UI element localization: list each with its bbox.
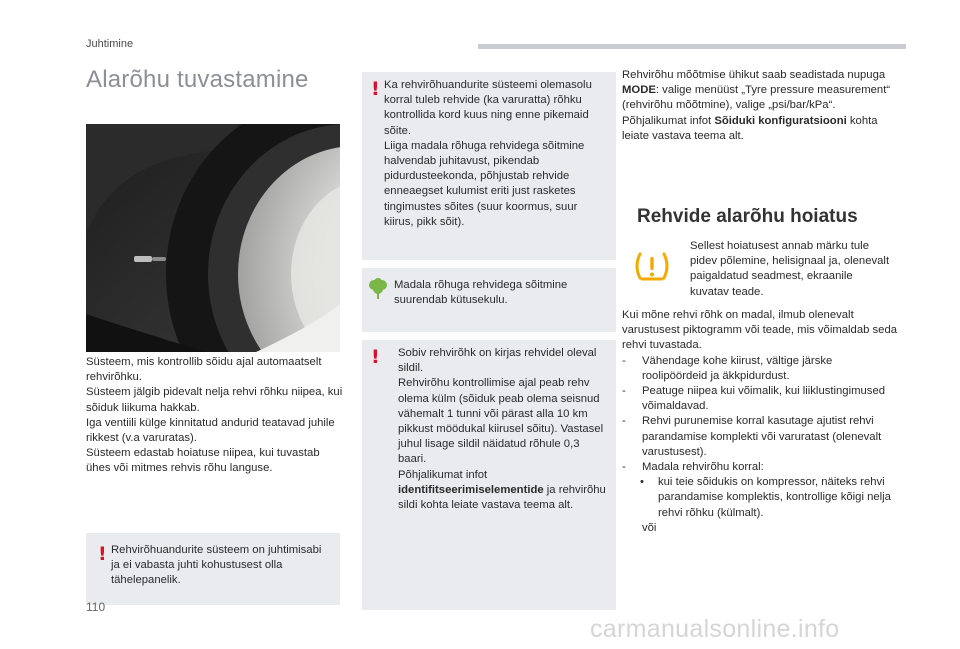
section-heading: Rehvide alarõhu hoiatus: [637, 206, 858, 227]
intro-paragraph: Süsteem edastab hoiatuse niipea, kui tuvastab ühes või mitmes rehvis rõhu languse.: [86, 447, 320, 475]
tyre-check-warning-box: [362, 72, 616, 260]
list-item: - Peatuge niipea kui võimalik, kui liiklustingimused võimaldavad.: [622, 385, 886, 413]
header-bar: [478, 44, 906, 49]
leaf-icon: [369, 278, 387, 300]
list-item: - Vähendage kohe kiirust, vältige järske roolipöördeid ja äkkpidurdust.: [622, 354, 833, 382]
tyre-pressure-label-warning-box: [362, 340, 616, 610]
cross-reference: Sõiduki konfiguratsiooni: [714, 114, 847, 127]
unit-setting-text: Rehvirõhu mõõtmise ühikut saab seadistada nupuga MODE: valige menüüst „Tyre pressure measurement“ (rehvirõhu mõõtmine), valige „psi/bar/kPa“. Põhjalikumat infot Sõiduki konfiguratsiooni kohta leiate vastava teema alt.: [622, 69, 891, 142]
alert-description: Sellest hoiatusest annab märku tule pidev põlemine, helisignaal ja, olenevalt paigaldatud seadmest, ekraanile kuvatav teade.: [690, 240, 890, 298]
warning-text: Sobiv rehvirõhk on kirjas rehvidel oleval sildil.: [398, 347, 597, 375]
cross-reference: identifitseerimiselementide: [398, 483, 544, 496]
exclamation-icon: !: [371, 346, 380, 368]
fuel-consumption-note-box: [362, 268, 616, 332]
paragraph: Kui mõne rehvi rõhk on madal, ilmub olenevalt varustusest piktogramm või teade, mis võimaldab seda rehvi tuvastada.: [622, 309, 898, 352]
watermark: carmanualsonline.info: [590, 615, 840, 643]
note-text: Madala rõhuga rehvidega sõitmine suurendab kütusekulu.: [394, 279, 568, 307]
intro-paragraph: Iga ventiili külge kinnitatud andurid teatavad juhile rikkest (v.a varuratas).: [86, 416, 335, 445]
page-title: Alarõhu tuvastamine: [86, 66, 309, 93]
list-item: - Madala rehvirõhu korral:: [622, 461, 764, 474]
page-number: 110: [86, 600, 106, 614]
list-item: - Rehvi purunemise korral kasutage ajutist rehvi parandamise komplekti või varuratast (olenevalt varustusest).: [622, 415, 882, 458]
mode-button-label: MODE: [622, 84, 656, 97]
tyre-pressure-warning-icon: [632, 246, 672, 286]
intro-paragraph: Süsteem, mis kontrollib sõidu ajal automaatselt rehvirõhku.: [86, 356, 322, 384]
list-item: • kui teie sõidukis on kompressor, näiteks rehvi parandamise komplektis, kontrollige kõigi nelja rehvi rõhku (külmalt).: [640, 476, 891, 519]
warning-text: Liiga madala rõhuga rehvidega sõitmine halvendab juhitavust, pikendab pidurdusteekonda, põhjustab rehvide enneaegset kulumist eriti just rasketes tingimustes sõites (suur koormus, suur kiirus, pikk sõit).: [384, 139, 585, 228]
tyre-illustration: [86, 124, 340, 352]
warning-text: Põhjalikumat infot: [398, 468, 488, 481]
intro-paragraph: Süsteem jälgib pidevalt nelja rehvi rõhku niipea, kui sõiduk liikuma hakkab.: [86, 386, 343, 414]
warning-text: ja rehvirõhu sildi kohta leiate vastava teema alt.: [398, 483, 606, 512]
section-label: Juhtimine: [86, 38, 134, 50]
warning-text: Rehvirõhu kontrollimise ajal peab rehv olema külm (sõiduk peab olema seisnud vähemalt 1 tunni või pärast alla 10 km pikkust möödukal kiirusel sõitu). Vastasel juhul lisage sildil näidatud rõhule 0,3 baari.: [398, 377, 604, 466]
sub-list: [622, 475, 897, 521]
paragraph: või: [642, 521, 657, 534]
exclamation-icon: !: [98, 543, 107, 565]
intro-text: [86, 355, 344, 477]
action-list: [622, 354, 897, 476]
tyre-photo: [86, 124, 340, 352]
exclamation-icon: !: [371, 78, 380, 100]
warning-text: Rehvirõhuandurite süsteem on juhtimisabi ja ei vabasta juhti kohustusest olla tähelepanelik.: [111, 544, 322, 587]
driver-attention-warning-box: [86, 533, 340, 605]
warning-text: Ka rehvirõhuandurite süsteemi olemasolu korral tuleb rehvide (ka varuratta) rõhku kontrollida kord kuus ning enne pikemaid sõite.: [384, 79, 592, 137]
low-pressure-text: [622, 308, 897, 536]
